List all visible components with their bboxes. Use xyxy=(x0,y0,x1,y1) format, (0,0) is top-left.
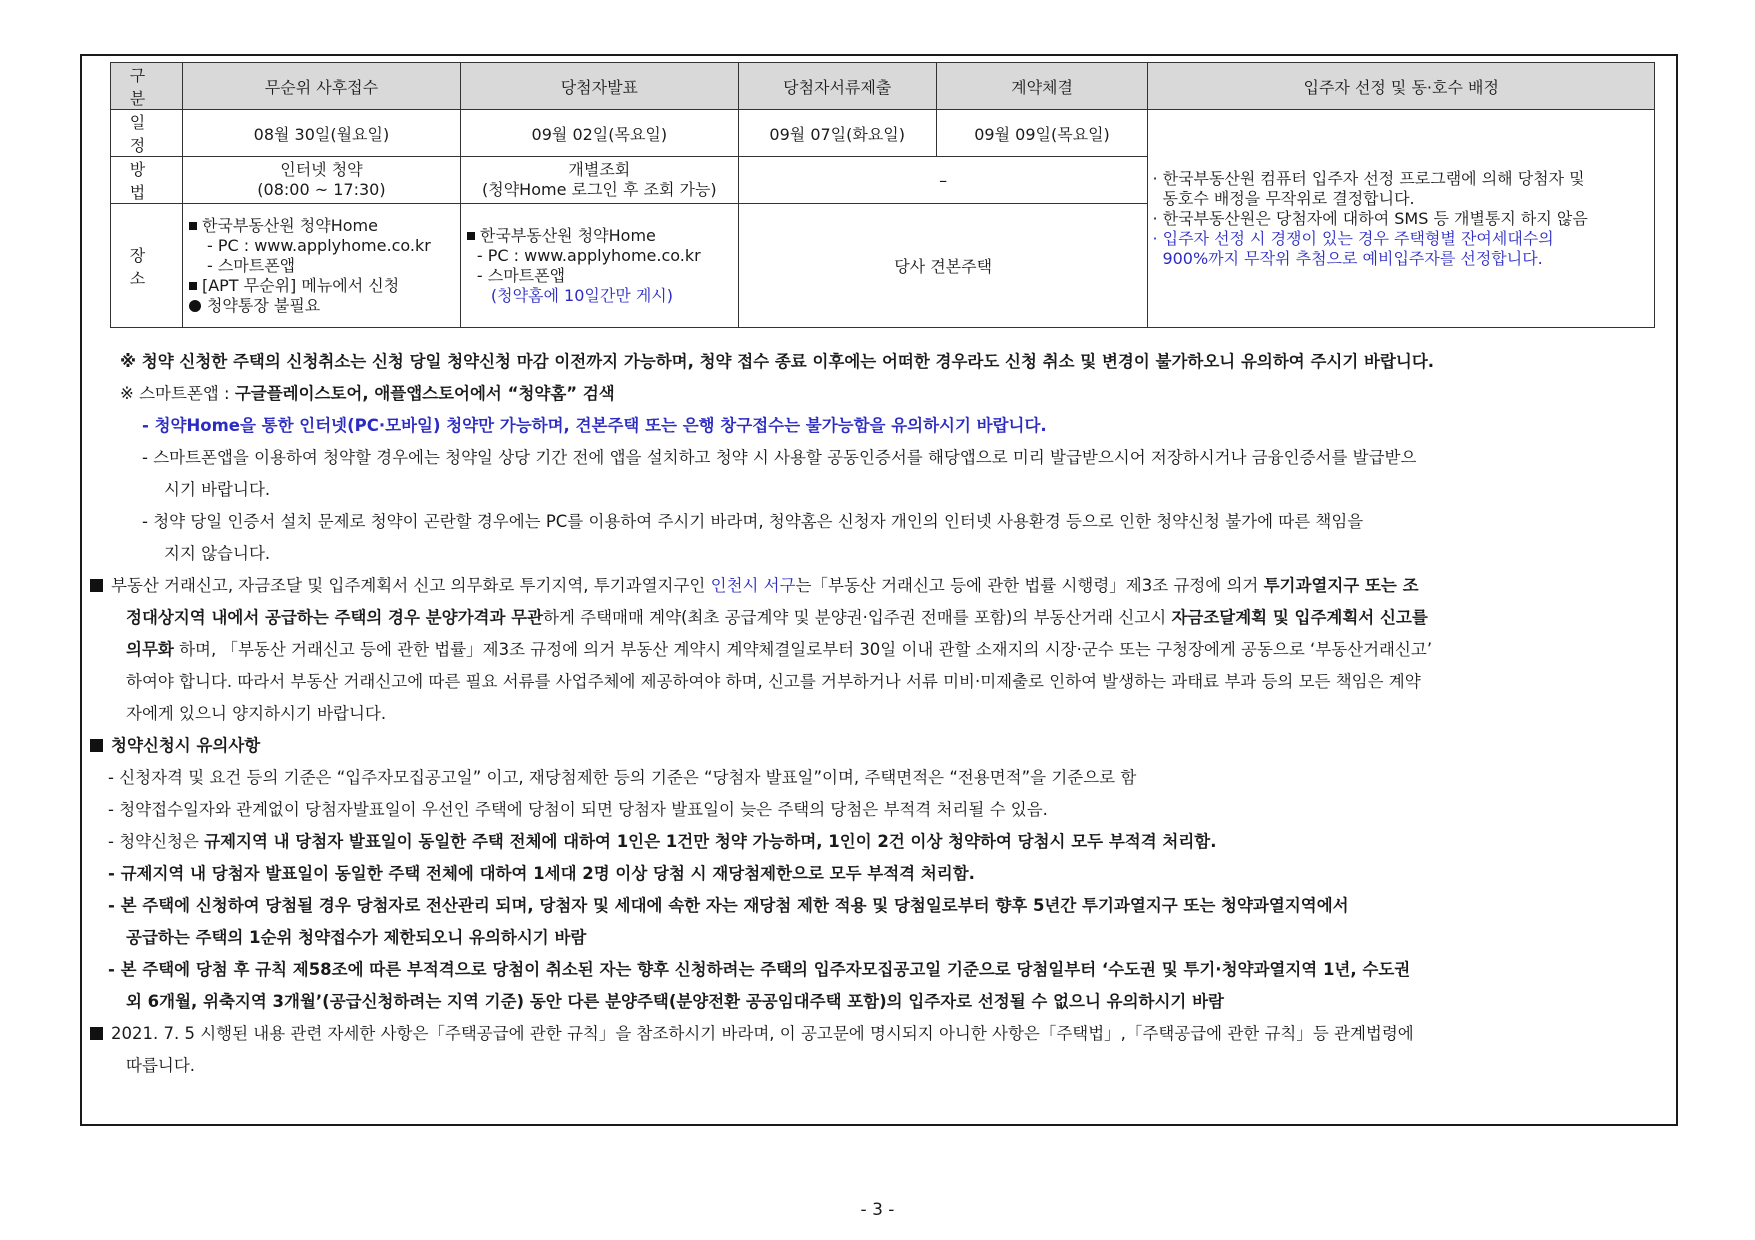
realestate-text-5: 하게 주택매매 계약(최초 공급계약 및 분양권·입주권 전매를 포함)의 부동산거래 신고시 xyxy=(543,608,1172,627)
realestate-text-7: 의무화 xyxy=(126,640,174,659)
rule-line-1 xyxy=(90,1018,1670,1050)
caution-line-3-a: - 청약신청은 xyxy=(108,832,205,851)
square-bullet-icon xyxy=(189,282,197,290)
realestate-line-5: 자에게 있으니 양지하시기 바랍니다. xyxy=(126,704,387,723)
realestate-region: 인천시 서구 xyxy=(710,576,796,595)
caution-line-6b: 외 6개월, 위축지역 3개월’(공급신청하려는 지역 기준) 동안 다른 분양주택(분양전환 공공임대주택 포함)의 입주자로 선정될 수 없으니 유의하시기 바람 xyxy=(126,992,1224,1011)
note-app-search: 구글플레이스토어, 애플앱스토어에서 “청약홈” 검색 xyxy=(234,384,615,403)
balpyo-place-line-4: (청약홈에 10일간만 게시) xyxy=(490,285,674,305)
note-certificate-2: 시기 바랍니다. xyxy=(164,480,271,499)
cell-gyeyak-date: 09월 09일(목요일) xyxy=(936,110,1148,157)
note-cancel: ※ 청약 신청한 주택의 신청취소는 신청 당일 청약신청 마감 이전까지 가능하며, 청약 접수 종료 이후에는 어떠한 경우라도 신청 취소 및 변경이 불가하오니 유의하여 주시기 바랍니다. xyxy=(120,352,1435,371)
balpyo-method-line-1: 개별조회 xyxy=(568,160,631,179)
selection-line-2: 동호수 배정을 무작위로 결정합니다. xyxy=(1162,188,1415,208)
circle-bullet-icon xyxy=(189,300,201,312)
note-smartphone-app xyxy=(90,378,1670,410)
row-label-schedule: 일 정 xyxy=(111,110,183,157)
caution-line-6a: - 본 주택에 당첨 후 규칙 제58조에 따른 부적격으로 당첨이 취소된 자는 향후 신청하려는 주택의 입주자모집공고일 기준으로 당첨일부터 ‘수도권 및 투기·청약과열지역 1년, 수도권 xyxy=(108,960,1411,979)
square-bullet-icon xyxy=(189,222,197,230)
muson-place-line-5: 청약통장 불필요 xyxy=(206,295,321,315)
selection-line-5: 900%까지 무작위 추첨으로 예비입주자를 선정합니다. xyxy=(1162,248,1543,268)
cell-balpyo-method xyxy=(460,157,738,204)
header-category: 구 분 xyxy=(111,63,183,110)
muson-method-line-2: (08:00 ~ 17:30) xyxy=(257,180,386,199)
realestate-text-4: 정대상지역 내에서 공급하는 주택의 경우 분양가격과 무관 xyxy=(126,608,544,627)
cell-selection xyxy=(1148,110,1655,328)
muson-place-line-4: [APT 무순위] 메뉴에서 신청 xyxy=(201,275,400,295)
note-certificate-1: - 스마트폰앱을 이용하여 청약할 경우에는 청약일 상당 기간 전에 앱을 설치하고 청약 시 사용할 공동인증서를 해당앱으로 미리 발급받으시어 저장하시거나 금융인증서를 발급받으 xyxy=(142,448,1417,467)
cell-balpyo-date: 09월 02일(목요일) xyxy=(460,110,738,157)
cell-balpyo-place xyxy=(460,204,738,328)
row-label-place: 장 소 xyxy=(111,204,183,328)
selection-line-4: · 입주자 선정 시 경쟁이 있는 경우 주택형별 잔여세대수의 xyxy=(1152,228,1554,248)
caution-line-3 xyxy=(90,826,1670,858)
muson-method-line-1: 인터넷 청약 xyxy=(280,160,363,179)
page-number: - 3 - xyxy=(860,1200,895,1220)
cell-muson-date: 08월 30일(월요일) xyxy=(182,110,460,157)
realestate-line-4: 하여야 합니다. 따라서 부동산 거래신고에 따른 필요 서류를 사업주체에 제공하여야 하며, 신고를 거부하거나 서류 미비·미제출로 인하여 발생하는 과태료 부과 등의 모든 책임은 계약 xyxy=(126,672,1421,691)
square-bullet-icon xyxy=(90,1027,103,1040)
caution-title xyxy=(90,730,1670,762)
cell-muson-place xyxy=(182,204,460,328)
square-bullet-icon xyxy=(467,232,475,240)
caution-line-5b: 공급하는 주택의 1순위 청약접수가 제한되오니 유의하시기 바람 xyxy=(126,928,587,947)
caution-line-1: - 신청자격 및 요건 등의 기준은 “입주자모집공고일” 이고, 재당첨제한 등의 기준은 “당첨자 발표일”이며, 주택면적은 “전용면적”을 기준으로 함 xyxy=(108,768,1137,787)
rule-line-2: 따릅니다. xyxy=(126,1056,196,1075)
square-bullet-icon xyxy=(90,739,103,752)
note-pc-1: - 청약 당일 인증서 설치 문제로 청약이 곤란할 경우에는 PC를 이용하여 주시기 바라며, 청약홈은 신청자 개인의 인터넷 사용환경 등으로 인한 청약신청 불가에 따른 책임을 xyxy=(142,512,1364,531)
selection-line-1: · 한국부동산원 컴퓨터 입주자 선정 프로그램에 의해 당첨자 및 xyxy=(1152,168,1585,188)
cell-muson-method xyxy=(182,157,460,204)
note-app-label: ※ 스마트폰앱 : xyxy=(120,384,235,403)
realestate-text-3: 투기과열지구 또는 조 xyxy=(1263,576,1419,595)
realestate-text-1: 부동산 거래신고, 자금조달 및 입주계획서 신고 의무화로 투기지역, 투기과열지구인 xyxy=(111,576,711,595)
balpyo-place-line-1: 한국부동산원 청약Home xyxy=(479,225,656,245)
caution-line-3-b: 규제지역 내 당첨자 발표일이 동일한 주택 전체에 대하여 1인은 1건만 청약 가능하며, 1인이 2건 이상 청약하여 당첨시 모두 부적격 처리함. xyxy=(204,832,1217,851)
selection-line-3: · 한국부동산원은 당첨자에 대하여 SMS 등 개별통지 하지 않음 xyxy=(1152,208,1588,228)
header-seoryu: 당첨자서류제출 xyxy=(738,63,936,110)
notice-frame xyxy=(80,54,1678,1126)
realestate-line-3 xyxy=(90,634,1670,666)
realestate-text-6: 자금조달계획 및 입주계획서 신고를 xyxy=(1171,608,1428,627)
realestate-line-1 xyxy=(90,570,1670,602)
schedule-table xyxy=(110,62,1655,328)
caution-line-4: - 규제지역 내 당첨자 발표일이 동일한 주택 전체에 대하여 1세대 2명 이상 당첨 시 재당첨제한으로 모두 부적격 처리함. xyxy=(108,864,975,883)
table-header-row xyxy=(111,63,1655,110)
caution-line-5a: - 본 주택에 신청하여 당첨될 경우 당첨자로 전산관리 되며, 당첨자 및 세대에 속한 자는 재당첨 제한 적용 및 당첨일로부터 향후 5년간 투기과열지구 또는 청약과열지역에서 xyxy=(108,896,1349,915)
note-internet-only: - 청약Home을 통한 인터넷(PC·모바일) 청약만 가능하며, 견본주택 또는 은행 창구접수는 불가능함을 유의하시기 바랍니다. xyxy=(142,416,1047,435)
cell-method-dash: – xyxy=(738,157,1148,204)
header-muson: 무순위 사후접수 xyxy=(182,63,460,110)
realestate-line-2 xyxy=(90,602,1670,634)
realestate-text-8: 하며, 「부동산 거래신고 등에 관한 법률」제3조 규정에 의거 부동산 계약시 계약체결일로부터 30일 이내 관할 소재지의 시장·군수 또는 구청장에게 공동으로 ‘부동산거래신고’ xyxy=(173,640,1433,659)
header-selection: 입주자 선정 및 동·호수 배정 xyxy=(1148,63,1655,110)
header-gyeyak: 계약체결 xyxy=(936,63,1148,110)
muson-place-line-2: - PC : www.applyhome.co.kr xyxy=(206,235,431,255)
balpyo-method-line-2: (청약Home 로그인 후 조회 가능) xyxy=(482,180,717,199)
square-bullet-icon xyxy=(90,579,103,592)
caution-title-text: 청약신청시 유의사항 xyxy=(111,736,261,755)
row-label-method: 방 법 xyxy=(111,157,183,204)
muson-place-line-3: - 스마트폰앱 xyxy=(206,255,296,275)
cell-seoryu-date: 09월 07일(화요일) xyxy=(738,110,936,157)
balpyo-place-line-3: - 스마트폰앱 xyxy=(476,265,566,285)
cell-model-house: 당사 견본주택 xyxy=(738,204,1148,328)
caution-line-2: - 청약접수일자와 관계없이 당첨자발표일이 우선인 주택에 당첨이 되면 당첨자 발표일이 늦은 주택의 당첨은 부적격 처리될 수 있음. xyxy=(108,800,1048,819)
note-pc-2: 지지 않습니다. xyxy=(164,544,271,563)
muson-place-line-1: 한국부동산원 청약Home xyxy=(201,215,378,235)
realestate-text-2: 는「부동산 거래신고 등에 관한 법률 시행령」제3조 규정에 의거 xyxy=(795,576,1264,595)
notice-body xyxy=(90,346,1670,1082)
table-row-schedule xyxy=(111,110,1655,157)
rule-text: 2021. 7. 5 시행된 내용 관련 자세한 사항은「주택공급에 관한 규칙」을 참조하시기 바라며, 이 공고문에 명시되지 아니한 사항은「주택법」,「주택공급에 관한 규칙」등 관계법령에 xyxy=(111,1024,1414,1043)
header-balpyo: 당첨자발표 xyxy=(460,63,738,110)
balpyo-place-line-2: - PC : www.applyhome.co.kr xyxy=(476,245,701,265)
